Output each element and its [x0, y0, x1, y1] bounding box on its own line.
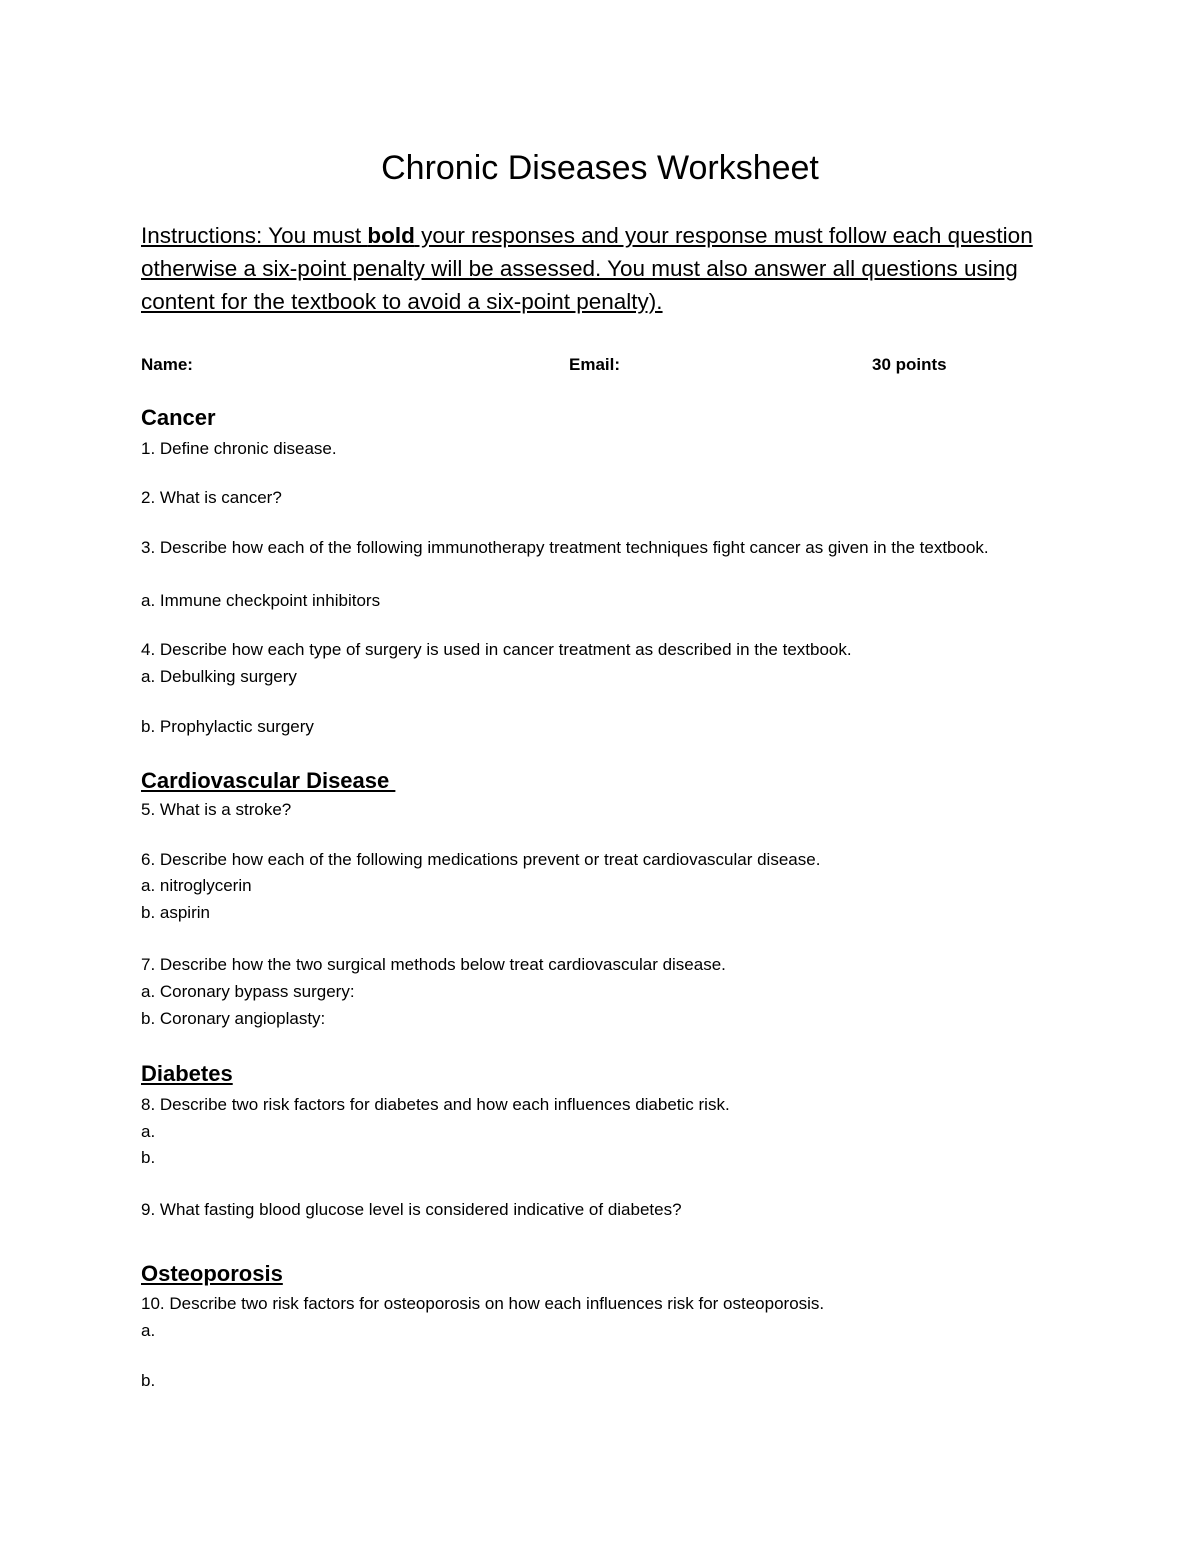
- question-10: 10. Describe two risk factors for osteoporosis on how each influences risk for osteoporosis.: [141, 1294, 825, 1313]
- question-7: 7. Describe how the two surgical methods below treat cardiovascular disease.: [141, 955, 726, 974]
- instructions-suffix: your responses and your response must follow each question otherwise a six-point penalty will be assessed. You must also answer all questions using content for the textbook to avoid a six-point penalty).: [141, 223, 1033, 314]
- question-6b: b. aspirin: [141, 903, 210, 922]
- question-9: 9. What fasting blood glucose level is considered indicative of diabetes?: [141, 1200, 682, 1219]
- question-3: 3. Describe how each of the following immunotherapy treatment techniques fight cancer as given in the textbook.: [141, 538, 989, 557]
- question-6: 6. Describe how each of the following medications prevent or treat cardiovascular disease.: [141, 850, 821, 869]
- section-heading-cardiovascular: Cardiovascular Disease: [141, 768, 396, 793]
- name-label: Name:: [141, 355, 193, 374]
- section-heading-diabetes: Diabetes: [141, 1061, 233, 1086]
- section-heading-osteoporosis: Osteoporosis: [141, 1261, 283, 1286]
- question-8a: a.: [141, 1122, 156, 1141]
- question-6a: a. nitroglycerin: [141, 876, 252, 895]
- question-4b: b. Prophylactic surgery: [141, 717, 314, 736]
- question-4a: a. Debulking surgery: [141, 667, 297, 686]
- question-10a: a.: [141, 1321, 156, 1340]
- question-3a: a. Immune checkpoint inhibitors: [141, 591, 381, 610]
- instructions: [141, 219, 1051, 318]
- question-7a: a. Coronary bypass surgery:: [141, 982, 355, 1001]
- points-label: 30 points: [872, 355, 947, 374]
- question-8b: b.: [141, 1148, 156, 1167]
- question-4: 4. Describe how each type of surgery is used in cancer treatment as described in the textbook.: [141, 640, 852, 659]
- instructions-bold-word: bold: [367, 223, 415, 248]
- question-7b: b. Coronary angioplasty:: [141, 1009, 326, 1028]
- instructions-prefix: Instructions: You must: [141, 223, 368, 248]
- question-10b: b.: [141, 1371, 156, 1390]
- email-label: Email:: [569, 355, 621, 374]
- question-5: 5. What is a stroke?: [141, 800, 292, 819]
- page-title: Chronic Diseases Worksheet: [381, 149, 819, 187]
- question-2: 2. What is cancer?: [141, 488, 282, 507]
- section-heading-cancer: Cancer: [141, 405, 216, 430]
- question-1: 1. Define chronic disease.: [141, 439, 337, 458]
- question-8: 8. Describe two risk factors for diabetes and how each influences diabetic risk.: [141, 1095, 730, 1114]
